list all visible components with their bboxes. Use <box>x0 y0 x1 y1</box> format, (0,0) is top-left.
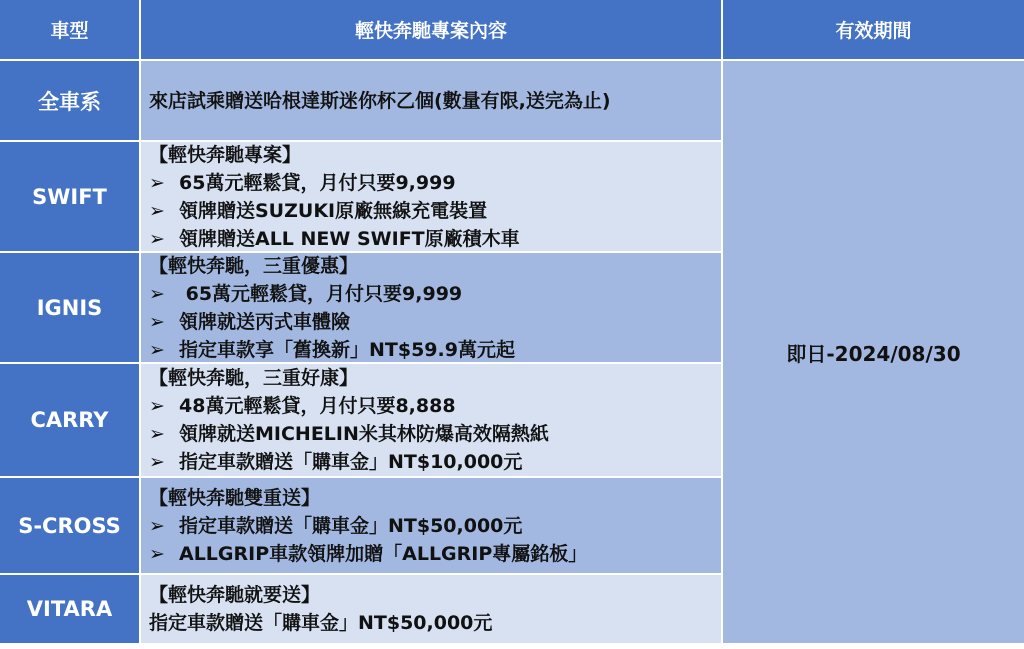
bullet-text: 領牌就送丙式車體險 <box>179 310 351 333</box>
bullet-arrow-icon: ➢ <box>149 199 165 222</box>
bullet-arrow-icon: ➢ <box>149 310 165 333</box>
content-line: 【輕快奔馳，三重優惠】 <box>149 254 359 277</box>
bullet-arrow-icon: ➢ <box>149 227 165 250</box>
header-model: 車型 <box>0 0 139 59</box>
content-cell <box>141 142 721 251</box>
bullet-text: 65萬元輕鬆貸，月付只要9,999 <box>179 171 456 194</box>
content-line: 來店試乘贈送哈根達斯迷你杯乙個(數量有限,送完為止) <box>149 89 611 112</box>
model-cell: 全車系 <box>0 61 139 140</box>
content-line <box>149 420 549 448</box>
bullet-text: 領牌就送MICHELIN米其林防爆高效隔熱紙 <box>179 423 549 445</box>
content-cell <box>141 575 721 643</box>
bullet-text: 指定車款贈送「購車金」NT$10,000元 <box>179 451 523 473</box>
content-line <box>149 448 549 476</box>
content-line <box>149 169 520 197</box>
content-line <box>149 197 520 225</box>
bullet-arrow-icon: ➢ <box>149 542 165 565</box>
bullet-text: 領牌贈送ALL NEW SWIFT原廠積木車 <box>179 227 520 250</box>
content-line <box>149 540 587 568</box>
bullet-text: 65萬元輕鬆貸，月付只要9,999 <box>179 282 463 305</box>
bullet-arrow-icon: ➢ <box>149 338 165 361</box>
content-line: 【輕快奔馳專案】 <box>149 143 302 166</box>
content-line <box>149 225 520 253</box>
validity-period: 即日-2024/08/30 <box>723 61 1024 643</box>
content-line <box>149 336 515 364</box>
content-cell <box>141 478 721 573</box>
bullet-text: ALLGRIP車款領牌加贈「ALLGRIP專屬銘板」 <box>179 542 588 565</box>
content-cell <box>141 253 721 362</box>
model-cell: SWIFT <box>0 142 139 251</box>
bullet-text: 領牌贈送SUZUKI原廠無線充電裝置 <box>179 199 488 222</box>
bullet-arrow-icon: ➢ <box>149 282 165 305</box>
content-line: 指定車款贈送「購車金」NT$50,000元 <box>149 612 493 634</box>
bullet-text: 指定車款享「舊換新」NT$59.9萬元起 <box>179 338 515 361</box>
content-line <box>149 392 549 420</box>
model-cell: IGNIS <box>0 253 139 362</box>
bullet-arrow-icon: ➢ <box>149 451 165 473</box>
bullet-text: 指定車款贈送「購車金」NT$50,000元 <box>179 514 523 537</box>
content-line: 【輕快奔馳，三重好康】 <box>149 367 359 389</box>
content-line: 【輕快奔馳雙重送】 <box>149 486 321 509</box>
header-content: 輕快奔馳專案內容 <box>141 0 721 59</box>
content-line <box>149 280 515 308</box>
content-cell <box>141 61 721 140</box>
model-cell: VITARA <box>0 575 139 643</box>
bullet-arrow-icon: ➢ <box>149 395 165 417</box>
content-line <box>149 512 587 540</box>
content-line: 【輕快奔馳就要送】 <box>149 584 321 606</box>
content-cell <box>141 364 721 476</box>
model-cell: S-CROSS <box>0 478 139 573</box>
header-period: 有效期間 <box>723 0 1024 59</box>
bullet-arrow-icon: ➢ <box>149 171 165 194</box>
model-cell: CARRY <box>0 364 139 476</box>
bullet-arrow-icon: ➢ <box>149 514 165 537</box>
bullet-text: 48萬元輕鬆貸，月付只要8,888 <box>179 395 456 417</box>
bullet-arrow-icon: ➢ <box>149 423 165 445</box>
content-line <box>149 308 515 336</box>
